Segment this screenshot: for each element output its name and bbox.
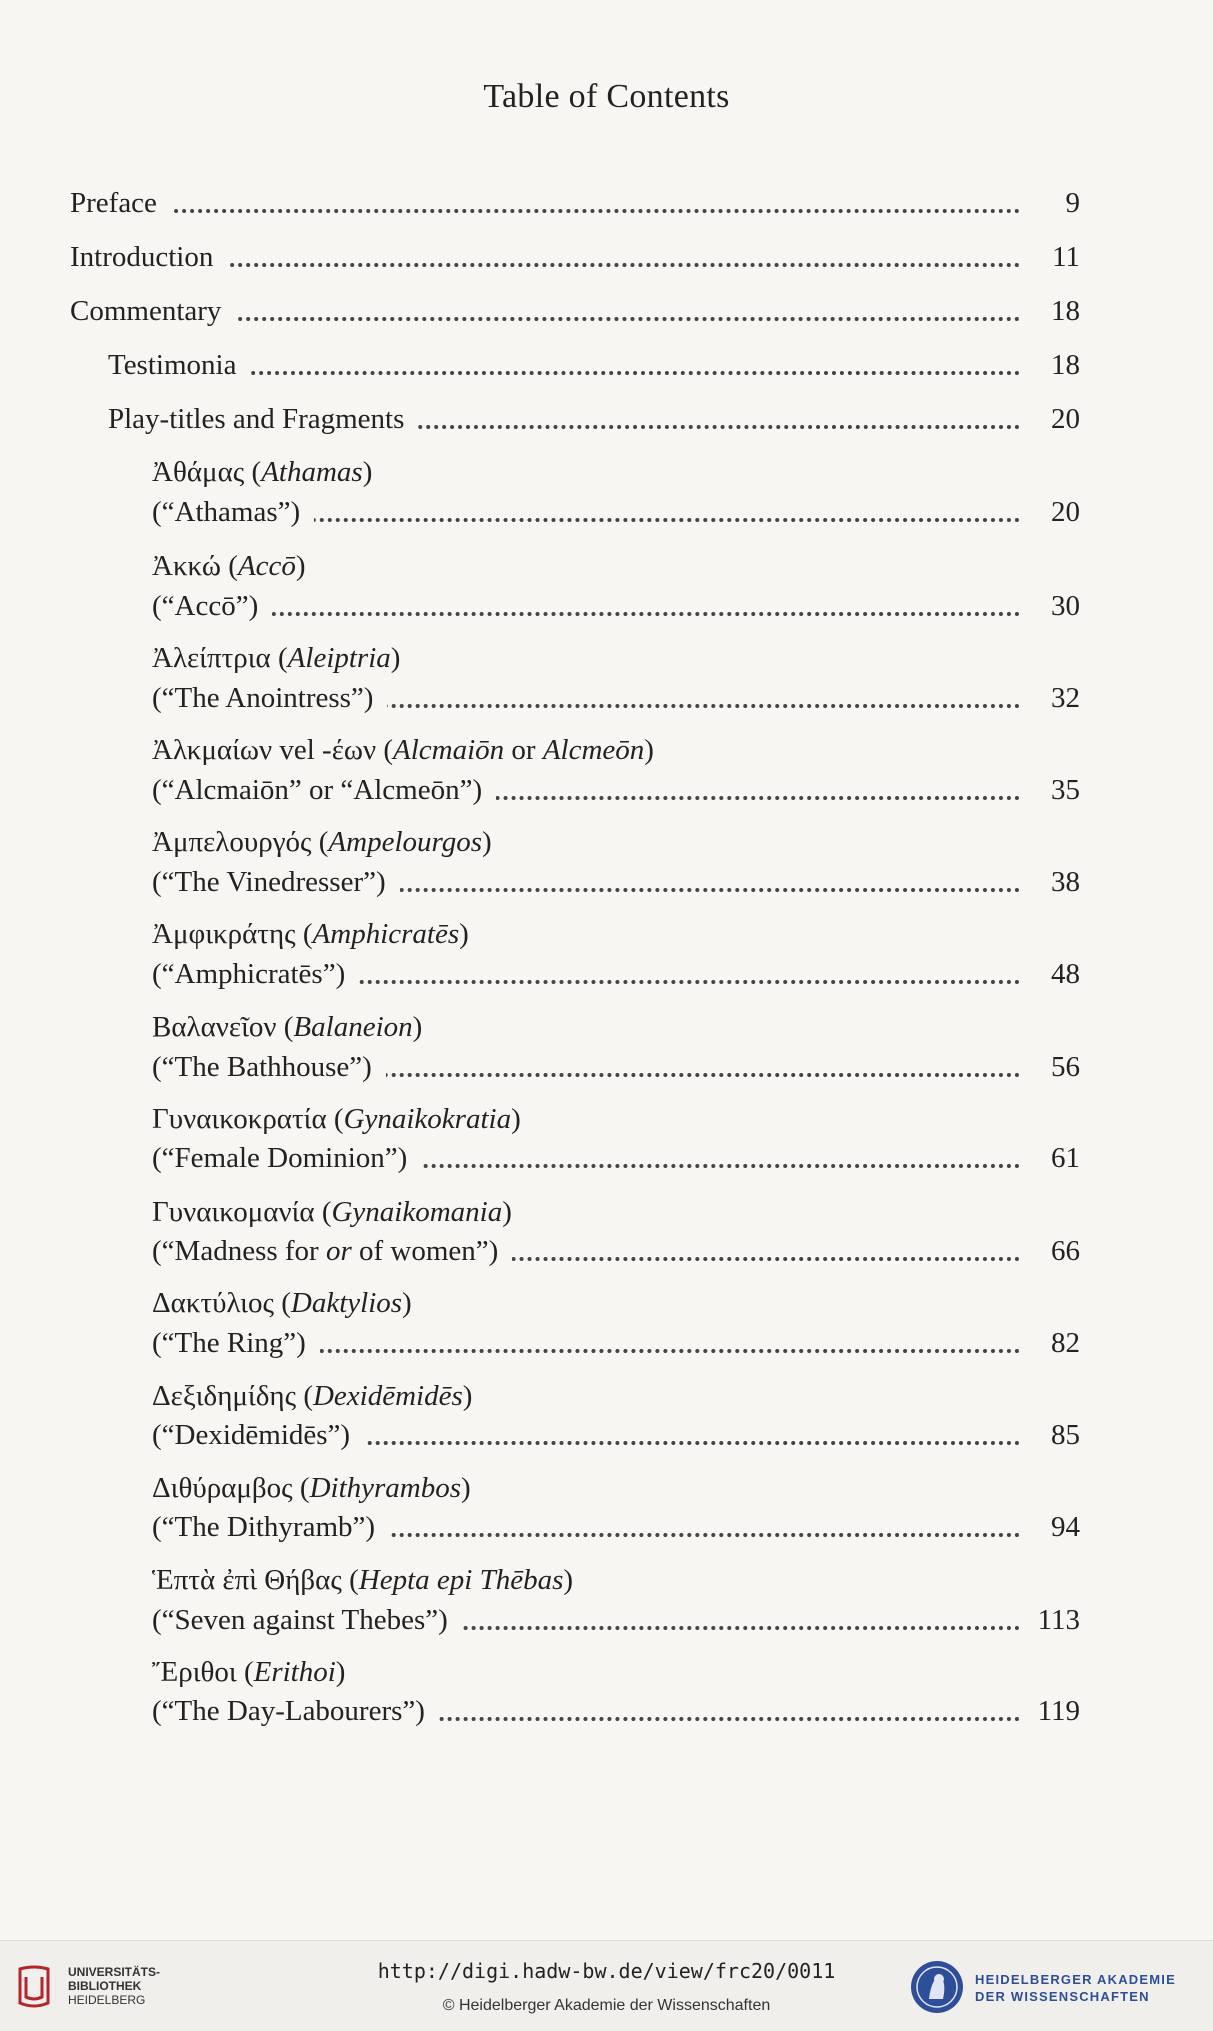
toc-entry[interactable] (70, 237, 1080, 277)
play-heading: Ἔριθοι (Erithoi) (152, 1656, 346, 1688)
play-heading: Βαλανεῖον (Balaneion) (152, 1011, 423, 1043)
library-name: UNIVERSITÄTS- BIBLIOTHEK HEIDELBERG (68, 1965, 161, 2007)
entry-page: 20 (1022, 399, 1080, 439)
entry-page: 35 (1022, 770, 1080, 810)
entry-page: 61 (1022, 1138, 1080, 1178)
entry-page: 48 (1022, 954, 1080, 994)
academy-logo[interactable] (909, 1959, 1199, 2015)
entry-page: 56 (1022, 1047, 1080, 1087)
dot-leader (152, 612, 1036, 616)
toc-entry[interactable] (108, 399, 1080, 439)
entry-label: (“Madness for or of women”) (152, 1231, 512, 1271)
entry-label: (“Seven against Thebes”) (152, 1600, 462, 1640)
toc-entry[interactable] (108, 345, 1080, 385)
play-heading: Ἀκκώ (Accō) (152, 550, 306, 582)
toc-entry[interactable] (152, 954, 1080, 994)
toc-entry[interactable] (152, 1138, 1080, 1178)
entry-label: Preface (70, 183, 171, 223)
toc-entry[interactable] (70, 291, 1080, 331)
toc-entry[interactable] (152, 1323, 1080, 1363)
entry-label: (“Amphicratēs”) (152, 954, 359, 994)
entry-label: Play-titles and Fragments (108, 399, 418, 439)
toc-entry[interactable] (152, 1231, 1080, 1271)
play-heading: Διθύραμβος (Dithyrambos) (152, 1472, 471, 1504)
academy-seal-icon (909, 1959, 965, 2015)
toc-entry[interactable] (152, 770, 1080, 810)
entry-label: (“The Dithyramb”) (152, 1507, 389, 1547)
play-heading: Ἑπτὰ ἐπὶ Θήβας (Hepta epi Thēbas) (152, 1564, 574, 1596)
entry-label: Testimonia (108, 345, 250, 385)
play-heading: Ἀμφικράτης (Amphicratēs) (152, 918, 469, 950)
toc-entry[interactable] (152, 862, 1080, 902)
copyright-text: © Heidelberger Akademie der Wissenschaften (442, 1997, 771, 2014)
toc-entry[interactable] (152, 492, 1080, 532)
page-title: Table of Contents (483, 78, 730, 115)
footer-bar (0, 1940, 1213, 2031)
play-heading: Ἀθάμας (Athamas) (152, 456, 373, 488)
play-heading: Γυναικοκρατία (Gynaikokratia) (152, 1103, 521, 1135)
play-heading: Γυναικομανία (Gynaikomania) (152, 1196, 512, 1228)
play-heading: Ἀμπελουργός (Ampelourgos) (152, 826, 492, 858)
entry-page: 18 (1022, 291, 1080, 331)
entry-label: (“Dexidēmidēs”) (152, 1415, 364, 1455)
entry-page: 82 (1022, 1323, 1080, 1363)
entry-page: 66 (1022, 1231, 1080, 1271)
entry-label: (“The Anointress”) (152, 678, 387, 718)
toc-entry[interactable] (152, 1415, 1080, 1455)
entry-page: 9 (1022, 183, 1080, 223)
entry-page: 30 (1022, 586, 1080, 626)
entry-label: (“Accō”) (152, 586, 272, 626)
play-heading: Ἀλκμαίων vel -έων (Alcmaiōn or Alcmeōn) (152, 734, 654, 766)
entry-label: Commentary (70, 291, 235, 331)
entry-label: (“The Vinedresser”) (152, 862, 400, 902)
entry-page: 20 (1022, 492, 1080, 532)
permalink-url[interactable]: http://digi.hadw-bw.de/view/frc20/0011 (377, 1959, 836, 1983)
entry-label: (“Female Dominion”) (152, 1138, 421, 1178)
entry-page: 119 (1022, 1691, 1080, 1731)
toc-entry[interactable] (152, 586, 1080, 626)
entry-page: 85 (1022, 1415, 1080, 1455)
entry-label: (“Alcmaiōn” or “Alcmeōn”) (152, 770, 496, 810)
entry-label: (“The Day-Labourers”) (152, 1691, 439, 1731)
entry-label: (“The Bathhouse”) (152, 1047, 386, 1087)
entry-page: 94 (1022, 1507, 1080, 1547)
toc-entry[interactable] (152, 1047, 1080, 1087)
toc-entry[interactable] (152, 1507, 1080, 1547)
academy-name: HEIDELBERGER AKADEMIE DER WISSENSCHAFTEN (975, 1972, 1176, 2004)
entry-page: 11 (1022, 237, 1080, 277)
toc-entry[interactable] (152, 1600, 1080, 1640)
dot-leader (70, 209, 1036, 213)
entry-label: Introduction (70, 237, 227, 277)
entry-page: 32 (1022, 678, 1080, 718)
toc-entry[interactable] (70, 183, 1080, 223)
toc-entry[interactable] (152, 678, 1080, 718)
entry-label: (“The Ring”) (152, 1323, 320, 1363)
entry-page: 113 (1022, 1600, 1080, 1640)
play-heading: Δακτύλιος (Daktylios) (152, 1287, 412, 1319)
entry-label: (“Athamas”) (152, 492, 314, 532)
toc-entry[interactable] (152, 1691, 1080, 1731)
play-heading: Δεξιδημίδης (Dexidēmidēs) (152, 1380, 473, 1412)
play-heading: Ἀλείπτρια (Aleiptria) (152, 642, 401, 674)
entry-page: 18 (1022, 345, 1080, 385)
entry-page: 38 (1022, 862, 1080, 902)
